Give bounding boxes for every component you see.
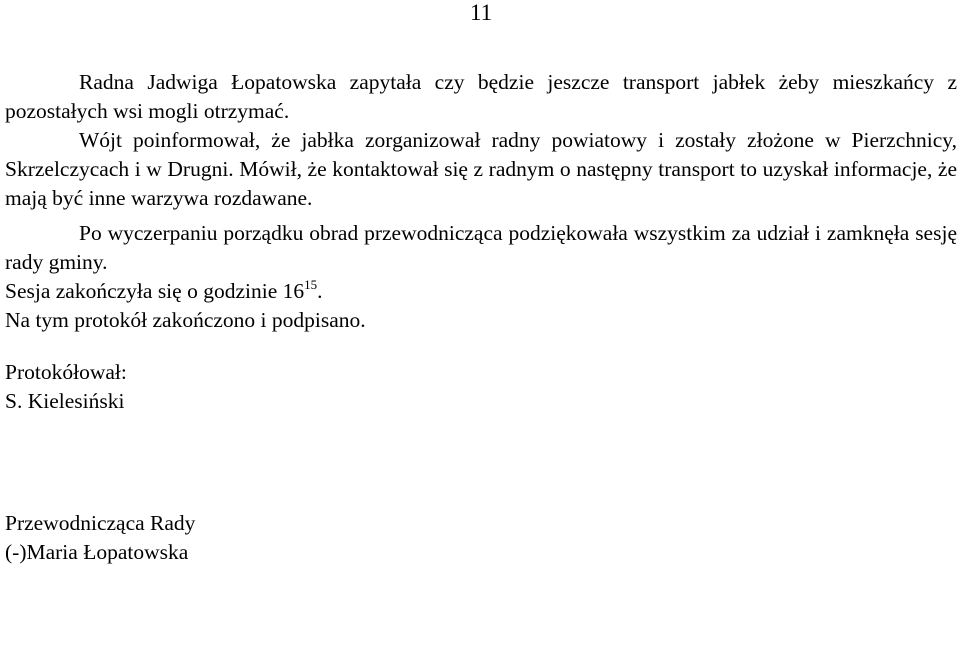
session-end-minutes: 15 — [304, 276, 318, 292]
protocol-closed-line: Na tym protokół zakończono i podpisano. — [5, 308, 366, 332]
chair-label: Przewodnicząca Rady — [5, 511, 196, 535]
chair-name: (-)Maria Łopatowska — [5, 540, 189, 564]
session-end-time — [5, 277, 957, 306]
recorder-name: S. Kielesiński — [5, 389, 125, 413]
document-body — [5, 68, 957, 567]
session-end-period: . — [317, 279, 323, 303]
page-number: 11 — [470, 0, 493, 25]
paragraph-mayor-reply: Wójt poinformował, że jabłka zorganizował radny powiatowy i zostały złożone w Pierzchnicy, Skrzelczycach i w Drugni. Mówił, że kontaktował się z radnym o następny transport to uzyskał informacje, że mają być inne warzywa rozdawane. — [5, 128, 957, 210]
session-end-text: Sesja zakończyła się o godzinie 16 — [5, 279, 305, 303]
paragraph-question: Radna Jadwiga Łopatowska zapytała czy będzie jeszcze transport jabłek żeby mieszkańcy z pozostałych wsi mogli otrzymać. — [5, 70, 957, 123]
recorder-label: Protokółował: — [5, 360, 127, 384]
paragraph-session-closing: Po wyczerpaniu porządku obrad przewodnicząca podziękowała wszystkim za udział i zamknęła sesję rady gminy. — [5, 221, 957, 274]
